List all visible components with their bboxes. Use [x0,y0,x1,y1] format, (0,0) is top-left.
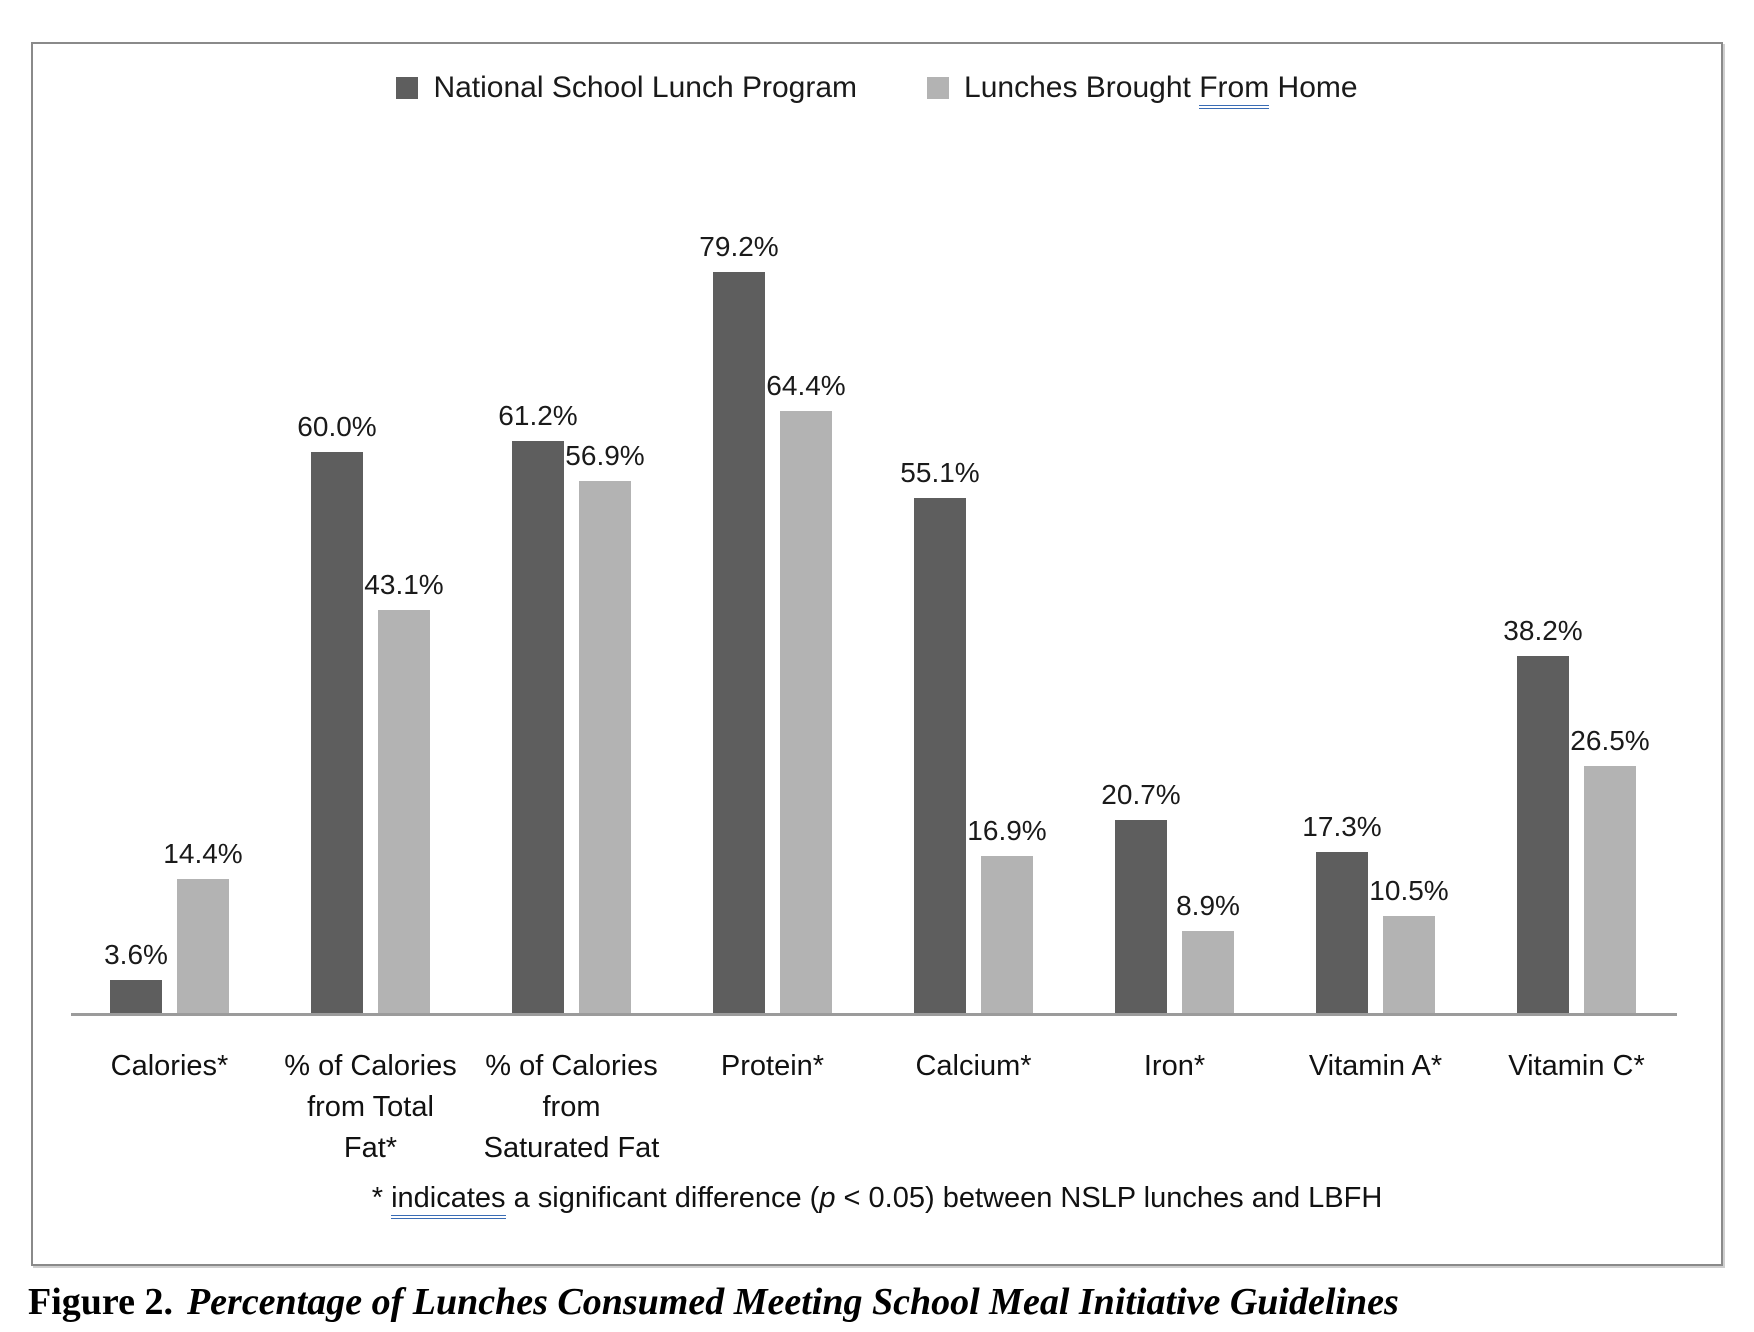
legend-label-lbfh-underlined: From [1199,71,1269,109]
bar-nslp [699,230,779,1014]
bar-value-label: 20.7% [1101,779,1181,811]
bar-group [672,44,873,1014]
category-label: Vitamin C* [1508,1050,1645,1082]
bar-lbfh [565,439,645,1014]
bar-lbfh [163,838,243,1014]
footnote-end: < 0.05) between NSLP lunches and LBFH [835,1182,1383,1214]
bar-lbfh [1176,889,1240,1014]
bar-group [1275,44,1476,1014]
category-label: Iron* [1143,1050,1206,1082]
bar-value-label: 43.1% [364,569,444,601]
bar-value-label: 26.5% [1570,724,1650,756]
bar-group [471,44,672,1014]
bar-nslp [1503,615,1583,1014]
footnote-star: * [371,1182,392,1214]
figure-caption [28,1280,1399,1324]
bar-nslp [900,456,980,1014]
category-label: Vitamin A* [1308,1050,1443,1082]
bar-value-label: 60.0% [297,410,377,442]
bar-nslp [297,410,377,1014]
bar-group [873,44,1074,1014]
bar-value-label: 61.2% [498,399,578,431]
bar-nslp [498,399,578,1014]
bar-nslp [1101,779,1181,1014]
x-axis-line [71,1013,1677,1016]
bar-lbfh [1570,724,1650,1014]
bar-value-label: 38.2% [1503,615,1583,647]
bar-value-label: 79.2% [699,230,779,262]
bar-group [270,44,471,1014]
bar-value-label: 14.4% [163,838,243,870]
bar-value-label: 3.6% [104,939,168,971]
bar-lbfh [1369,874,1449,1014]
footnote [33,1182,1721,1215]
bar-value-label: 16.9% [967,814,1047,846]
footnote-mid: a significant difference ( [505,1182,820,1214]
plot-area [69,44,1677,1014]
footnote-p-symbol: p [819,1182,836,1214]
footnote-underlined: indicates [391,1182,505,1219]
chart-frame [31,42,1723,1266]
category-label: Calcium* [915,1050,1032,1082]
caption-prefix: Figure 2. [28,1281,173,1323]
bar-lbfh [967,814,1047,1014]
legend-label-nslp: National School Lunch Program [433,71,858,104]
category-label: Protein* [720,1050,825,1082]
legend-label-lbfh-before: Lunches Brought [964,71,1200,104]
category-label: % of Calories from Total Fat* [284,1050,457,1165]
bar-group [69,44,270,1014]
bar-group [1074,44,1275,1014]
bar-value-label: 8.9% [1176,889,1240,921]
category-label: Calories* [110,1050,229,1082]
bar-value-label: 17.3% [1302,810,1382,842]
bar-nslp [1302,810,1382,1014]
bar-value-label: 55.1% [900,456,980,488]
bar-nslp [104,939,168,1014]
bar-value-label: 64.4% [766,369,846,401]
category-axis [69,1046,1677,1170]
bar-group [1476,44,1677,1014]
legend-label-lbfh-after: Home [1269,71,1358,104]
bar-lbfh [766,369,846,1014]
bar-value-label: 56.9% [565,439,645,471]
category-label: % of Calories from Saturated Fat [483,1050,660,1165]
bar-value-label: 10.5% [1369,874,1449,906]
caption-title: Percentage of Lunches Consumed Meeting School Meal Initiative Guidelines [186,1281,1399,1323]
bar-lbfh [364,569,444,1014]
